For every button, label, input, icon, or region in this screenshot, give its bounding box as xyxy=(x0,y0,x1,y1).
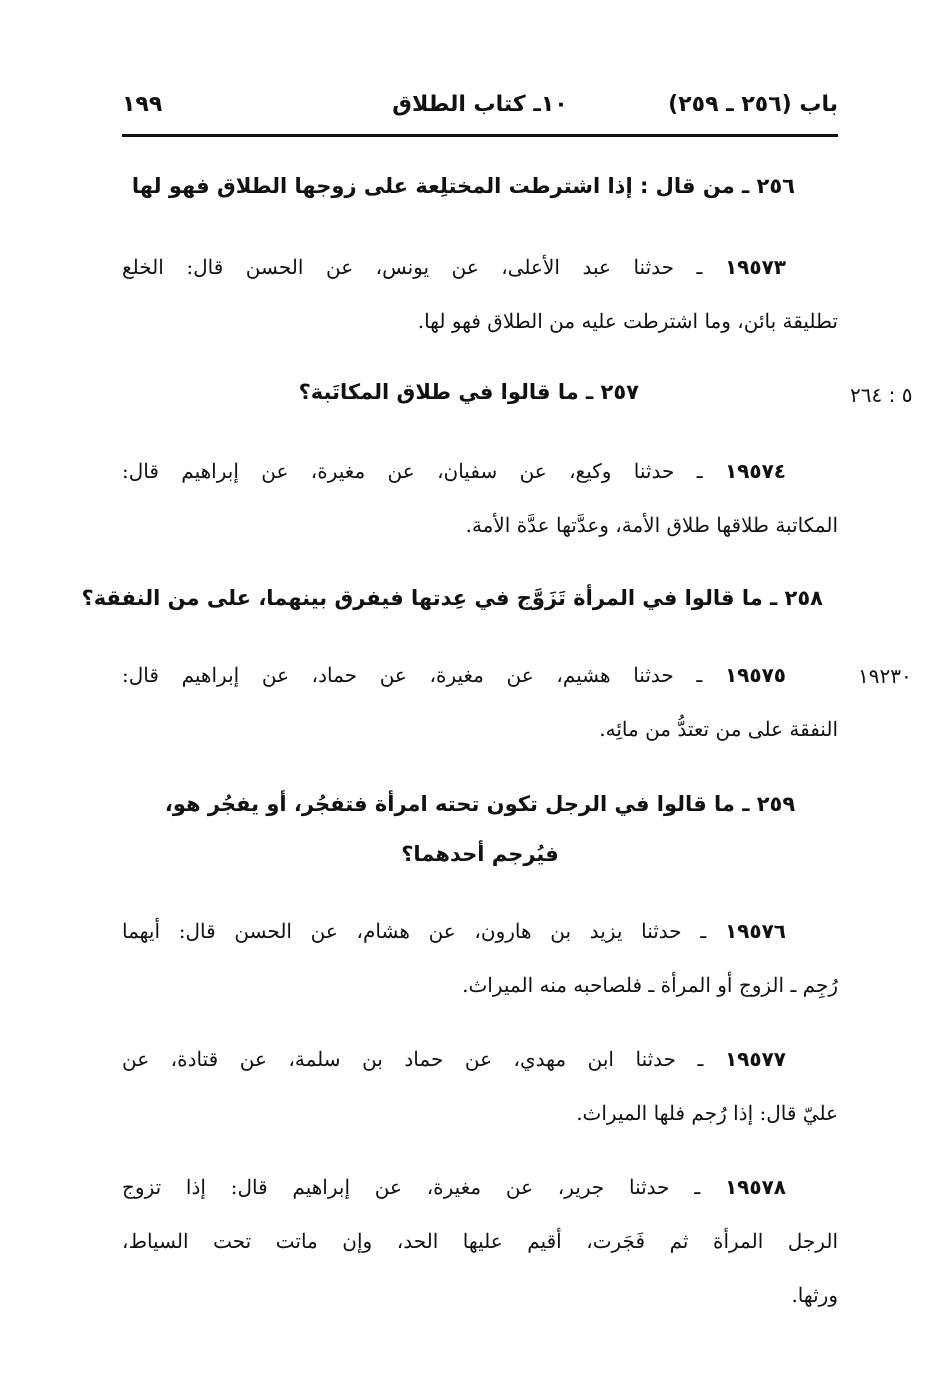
hadith-19577 xyxy=(122,1032,838,1140)
hadith-text: ـ حدثنا يزيد بن هارون، عن هشام، عن الحسن قال: أيهما xyxy=(122,919,707,943)
hadith-19574 xyxy=(122,444,838,552)
hadith-19578 xyxy=(122,1160,838,1322)
hadith-line xyxy=(122,904,838,958)
header-rule xyxy=(122,134,838,137)
chapter-range: باب (٢٥٦ ـ ٢٥٩) xyxy=(668,92,838,117)
hadith-line xyxy=(122,648,838,702)
hadith-number: ١٩٥٧٦ xyxy=(724,919,787,943)
hadith-line: الرجل المرأة ثم فَجَرت، أقيم عليها الحد، وإن ماتت تحت السياط، xyxy=(122,1229,838,1253)
hadith-line xyxy=(122,444,838,498)
hadith-text: ـ حدثنا هشيم، عن مغيرة، عن حماد، عن إبراهيم قال: xyxy=(122,663,703,687)
hadith-19576 xyxy=(122,904,838,1012)
running-header xyxy=(122,84,838,130)
hadith-19573 xyxy=(122,240,838,348)
hadith-line xyxy=(122,1032,838,1086)
hadith-line xyxy=(122,1160,838,1214)
hadith-line: ورثها. xyxy=(791,1283,838,1307)
hadith-19575 xyxy=(122,648,838,756)
hadith-text: ـ حدثنا وكيع، عن سفيان، عن مغيرة، عن إبراهيم قال: xyxy=(122,459,703,483)
hadith-text: ـ حدثنا عبد الأعلى، عن يونس، عن الحسن قال: الخلع xyxy=(122,255,703,279)
hadith-line: رُجِم ـ الزوج أو المرأة ـ فلصاحبه منه الميراث. xyxy=(462,973,838,997)
margin-reference: ١٩٢٣٠ xyxy=(858,664,912,688)
hadith-line: المكاتبة طلاقها طلاق الأمة، وعدَّتها عدَّة الأمة. xyxy=(465,513,838,537)
hadith-number: ١٩٥٧٣ xyxy=(724,255,786,279)
hadith-text: ـ حدثنا ابن مهدي، عن حماد بن سلمة، عن قتادة، عن xyxy=(122,1047,704,1071)
section-title-256: ٢٥٦ ـ من قال : إذا اشترطت المختلِعة على زوجها الطلاق فهو لها xyxy=(131,174,795,198)
hadith-number: ١٩٥٧٧ xyxy=(724,1047,786,1071)
hadith-line: عليّ قال: إذا رُجم فلها الميراث. xyxy=(576,1101,838,1125)
section-title-259: ٢٥٩ ـ ما قالوا في الرجل تكون تحته امرأة فتفجُر، أو يفجُر هو، xyxy=(164,792,796,816)
hadith-line xyxy=(122,240,838,294)
section-title-257: ٢٥٧ ـ ما قالوا في طلاق المكاتَبة؟ xyxy=(298,380,639,404)
hadith-number: ١٩٥٧٥ xyxy=(724,663,787,687)
book-title: ١٠ـ كتاب الطلاق xyxy=(392,92,568,117)
hadith-text: ـ حدثنا جرير، عن مغيرة، عن إبراهيم قال: إذا تزوج xyxy=(122,1175,701,1199)
margin-reference: ٥ : ٢٦٤ xyxy=(850,383,913,407)
section-title-259-continued: فيُرجم أحدهما؟ xyxy=(401,842,559,866)
section-title-258: ٢٥٨ ـ ما قالوا في المرأة تَزَوَّج في عِدتها فيفرق بينهما، على من النفقة؟ xyxy=(81,586,823,610)
hadith-number: ١٩٥٧٨ xyxy=(724,1175,787,1199)
hadith-number: ١٩٥٧٤ xyxy=(724,459,786,483)
hadith-line: النفقة على من تعتدُّ من مائِه. xyxy=(599,717,838,741)
page-number: ١٩٩ xyxy=(122,92,163,117)
hadith-line: تطليقة بائن، وما اشترطت عليه من الطلاق فهو لها. xyxy=(417,309,838,333)
